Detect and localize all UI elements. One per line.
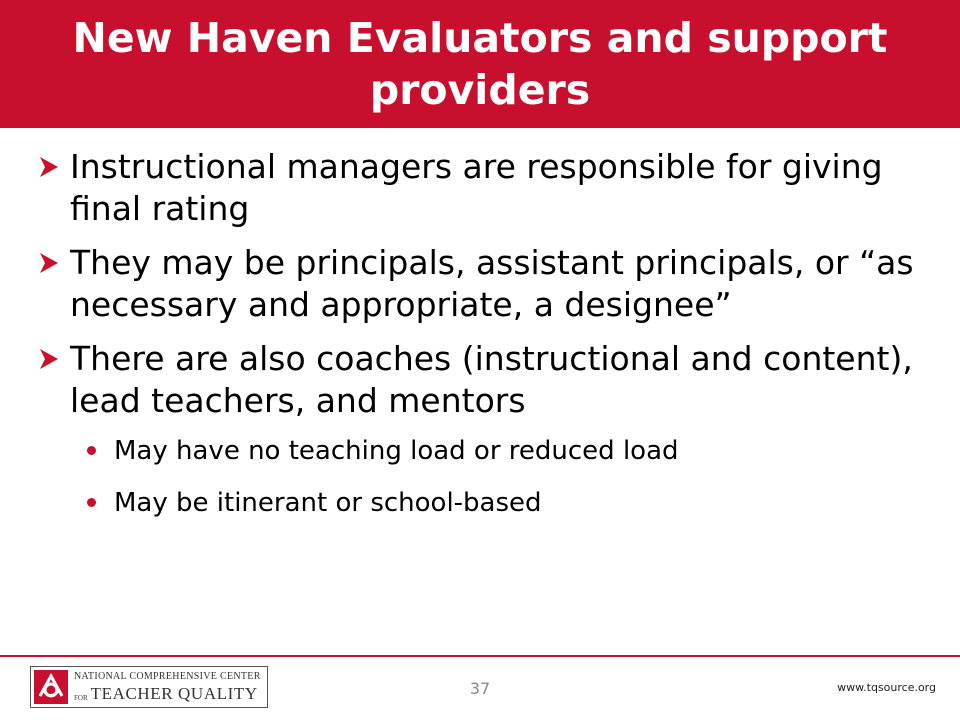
footer-divider (0, 655, 960, 657)
sub-bullet-item (36, 486, 916, 520)
logo-for-text: FOR (74, 694, 88, 702)
arrow-bullet-icon (36, 250, 62, 276)
arrow-bullet-icon (36, 154, 62, 180)
bullet-text: They may be principals, assistant principals, or “as necessary and appropriate, a designee” (70, 243, 914, 324)
bullet-text: There are also coaches (instructional and content), lead teachers, and mentors (70, 339, 913, 420)
title-bar (0, 0, 960, 128)
slide-content (36, 146, 916, 520)
bullet-item (36, 146, 916, 230)
logo-text (74, 672, 261, 702)
sub-bullet-text: May have no teaching load or reduced load (114, 436, 679, 466)
org-logo (30, 666, 268, 708)
logo-line-top: NATIONAL COMPREHENSIVE CENTER (74, 671, 261, 682)
dot-bullet-icon (87, 446, 96, 455)
footer-url: www.tqsource.org (837, 681, 936, 694)
bullet-text: Instructional managers are responsible for giving final rating (70, 147, 883, 228)
logo-teacher-quality: TEACHER QUALITY (90, 684, 258, 703)
sub-bullet-item (36, 434, 916, 468)
arrow-bullet-icon (36, 346, 62, 372)
logo-knot-icon (34, 670, 68, 704)
bullet-item (36, 338, 916, 422)
logo-line-bottom (74, 685, 261, 702)
slide-title: New Haven Evaluators and support providers (72, 14, 888, 114)
bullet-item (36, 242, 916, 326)
sub-bullet-text: May be itinerant or school-based (114, 488, 542, 518)
dot-bullet-icon (87, 498, 96, 507)
page-number: 37 (469, 679, 491, 698)
